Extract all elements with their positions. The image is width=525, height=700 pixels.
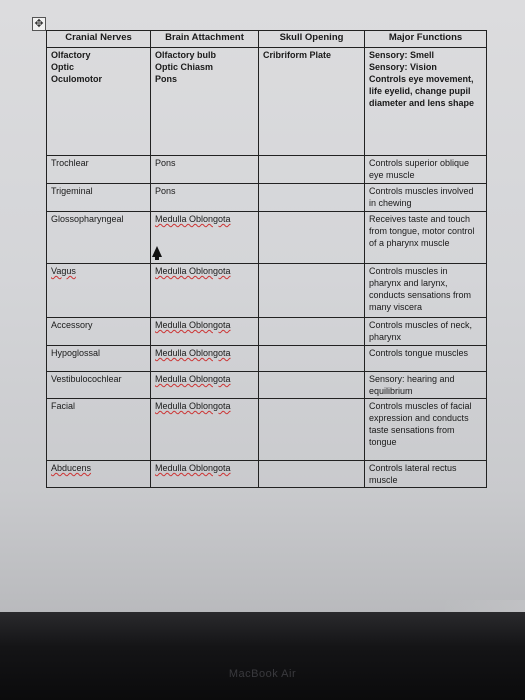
function-cell[interactable]: Controls muscles involved in chewing: [365, 184, 487, 212]
nerve-cell[interactable]: Facial: [47, 399, 151, 461]
brain-cell[interactable]: [151, 264, 259, 318]
brain-cell[interactable]: Pons: [151, 184, 259, 212]
brain-cell[interactable]: [151, 346, 259, 372]
header-major-functions: Major Functions: [365, 31, 487, 48]
brain-cell[interactable]: [151, 48, 259, 156]
brain-attachment: Medulla Oblongota: [155, 214, 231, 224]
nerve-cell[interactable]: Accessory: [47, 318, 151, 346]
brain-attachment: Medulla Oblongota: [155, 463, 231, 473]
nerve-cell[interactable]: Hypoglossal: [47, 346, 151, 372]
header-cranial-nerves: Cranial Nerves: [47, 31, 151, 48]
skull-cell[interactable]: [259, 346, 365, 372]
table-row: [47, 346, 487, 372]
table-row: [47, 156, 487, 184]
nerve-cell[interactable]: Glossopharyngeal: [47, 212, 151, 264]
nerve-cell[interactable]: Trochlear: [47, 156, 151, 184]
laptop-bezel: [0, 612, 525, 700]
major-function: Sensory: Smell: [369, 50, 435, 60]
brain-attachment: Medulla Oblongota: [155, 374, 231, 384]
brain-cell[interactable]: [151, 212, 259, 264]
nerve-cell[interactable]: Vestibulocochlear: [47, 372, 151, 399]
skull-cell[interactable]: [259, 184, 365, 212]
brain-attachment: Medulla Oblongota: [155, 266, 231, 276]
nerve-name: Olfactory: [51, 50, 91, 60]
brain-attachment: Pons: [155, 74, 178, 84]
function-cell[interactable]: Controls muscles of neck, pharynx: [365, 318, 487, 346]
table-row: [47, 461, 487, 488]
function-cell[interactable]: Controls muscles of facial expression and conducts taste sensations from tongue: [365, 399, 487, 461]
major-function: Sensory: Vision: [369, 62, 437, 72]
table-row: [47, 48, 487, 156]
function-cell[interactable]: Sensory: hearing and equilibrium: [365, 372, 487, 399]
table-row: [47, 318, 487, 346]
nerve-cell[interactable]: [47, 461, 151, 488]
nerve-name: Vagus: [51, 266, 76, 276]
table-move-handle-icon[interactable]: ✥: [32, 17, 46, 31]
nerve-cell[interactable]: Trigeminal: [47, 184, 151, 212]
brain-attachment: Optic Chiasm: [155, 62, 214, 72]
header-brain-attachment: Brain Attachment: [151, 31, 259, 48]
skull-cell[interactable]: [259, 48, 365, 156]
skull-opening: Cribriform Plate: [263, 50, 332, 60]
table-header-row: [47, 31, 487, 48]
function-cell[interactable]: Controls lateral rectus muscle: [365, 461, 487, 488]
table-row: [47, 264, 487, 318]
skull-cell[interactable]: [259, 399, 365, 461]
brain-attachment: Medulla Oblongota: [155, 320, 231, 330]
brain-cell[interactable]: [151, 372, 259, 399]
nerve-name: Abducens: [51, 463, 92, 473]
table-row: [47, 184, 487, 212]
header-skull-opening: Skull Opening: [259, 31, 365, 48]
nerve-name: Optic: [51, 62, 75, 72]
table-row: [47, 399, 487, 461]
skull-cell[interactable]: [259, 318, 365, 346]
cranial-nerves-table-container: [46, 30, 486, 488]
skull-cell[interactable]: [259, 461, 365, 488]
table-row: [47, 212, 487, 264]
function-cell[interactable]: Controls muscles in pharynx and larynx, conducts sensations from many viscera: [365, 264, 487, 318]
brain-cell[interactable]: [151, 318, 259, 346]
function-cell[interactable]: Controls superior oblique eye muscle: [365, 156, 487, 184]
major-function: Controls eye movement, life eyelid, change pupil diameter and lens shape: [369, 74, 475, 108]
laptop-brand-label: MacBook Air: [228, 668, 297, 680]
nerve-cell[interactable]: [47, 48, 151, 156]
function-cell[interactable]: Receives taste and touch from tongue, motor control of a pharynx muscle: [365, 212, 487, 264]
brain-attachment: Medulla Oblongota: [155, 401, 231, 411]
brain-attachment: Medulla Oblongota: [155, 348, 231, 358]
brain-cell[interactable]: [151, 399, 259, 461]
skull-cell[interactable]: [259, 156, 365, 184]
brain-attachment: Olfactory bulb: [155, 50, 217, 60]
table-row: [47, 372, 487, 399]
function-cell[interactable]: Controls tongue muscles: [365, 346, 487, 372]
skull-cell[interactable]: [259, 264, 365, 318]
skull-cell[interactable]: [259, 212, 365, 264]
nerve-name: Oculomotor: [51, 74, 102, 84]
cranial-nerves-table: [46, 30, 487, 488]
function-cell[interactable]: [365, 48, 487, 156]
mouse-pointer-tail: [155, 256, 159, 260]
skull-cell[interactable]: [259, 372, 365, 399]
brain-cell[interactable]: [151, 461, 259, 488]
brain-cell[interactable]: Pons: [151, 156, 259, 184]
nerve-cell[interactable]: [47, 264, 151, 318]
